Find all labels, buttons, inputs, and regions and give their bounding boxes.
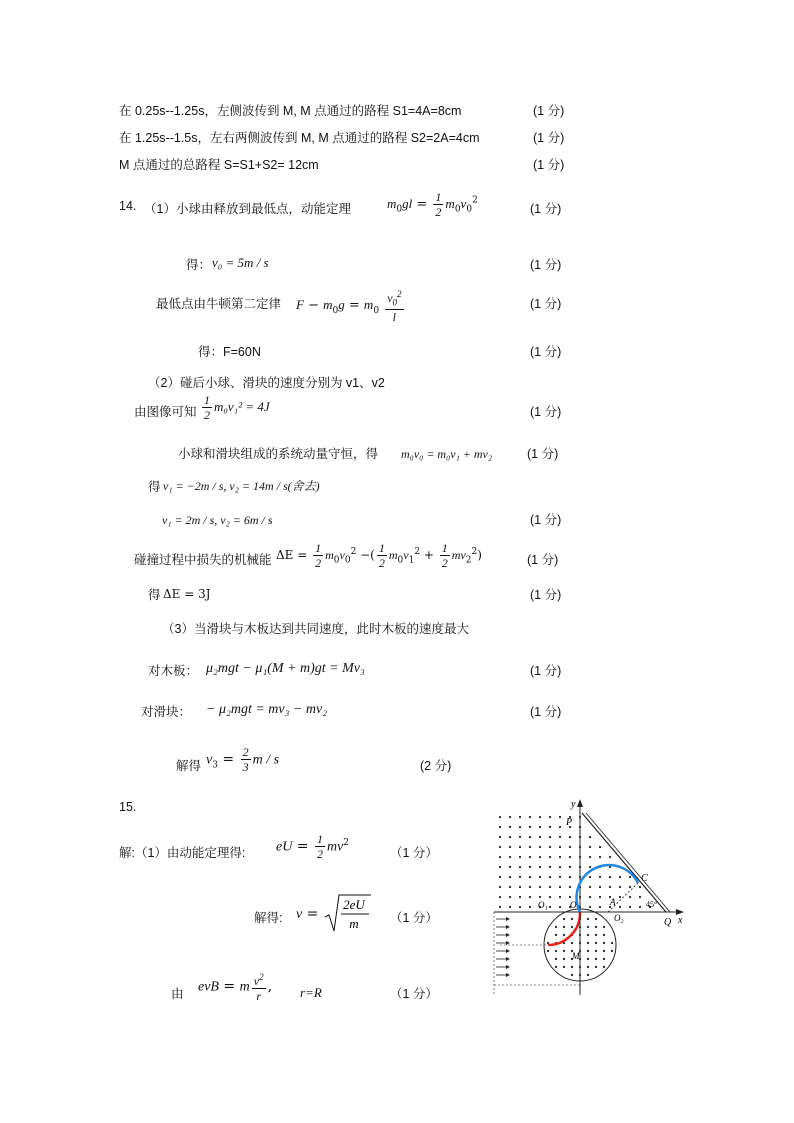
field-dot [549, 816, 551, 818]
field-dot [639, 896, 641, 898]
field-dot [509, 906, 511, 908]
field-dot [599, 896, 601, 898]
field-dot [529, 846, 531, 848]
incoming-arrows [496, 917, 510, 977]
field-dot [519, 876, 521, 878]
field-dot [529, 816, 531, 818]
field-dot [589, 906, 591, 908]
field-dot [599, 886, 601, 888]
q14-p13-formula: μ₂mgt − μ₁(M + m)gt = Mv₃ [206, 661, 365, 676]
field-dot [569, 886, 571, 888]
q14-energy-loss-formula: ΔE = $\frac{1}{2}$ $m_0v_0^2$ −( $\frac{1}{2}$ $m_0v_1^2$ + $\frac{1}{2}$ $mv_2^2$) [276, 541, 482, 570]
label-a: A [610, 897, 616, 907]
field-dot [499, 816, 501, 818]
field-dot [603, 942, 605, 944]
label-y: y [571, 799, 576, 810]
q15-velocity-formula: v = 2eU m [296, 893, 373, 935]
q14-p7-text: 小球和滑块组成的系统动量守恒，得 [178, 447, 379, 461]
label-45deg: 45° [646, 900, 658, 909]
label-o: O [570, 900, 577, 910]
field-dot [589, 896, 591, 898]
q15-p1-text: 解:（1）由动能定理得: [119, 846, 246, 860]
field-dot [539, 816, 541, 818]
q14-p2-score: (1 分) [530, 258, 562, 272]
field-dot [547, 950, 549, 952]
field-dot [595, 966, 597, 968]
field-dot [563, 966, 565, 968]
field-dot [509, 856, 511, 858]
field-dot [549, 886, 551, 888]
q14-p10-score: (1 分) [527, 553, 559, 567]
field-dot [569, 896, 571, 898]
q15-p2-text: 解得: [254, 911, 283, 925]
q14-p15-text: 解得 [176, 759, 202, 773]
q14-p1-text: （1）小球由释放到最低点，动能定理 [144, 202, 351, 216]
text-line-3: M 点通过的总路程 S=S1+S2= 12cm [119, 158, 319, 172]
field-dot [587, 974, 589, 976]
field-dot [569, 836, 571, 838]
q14-p5-text: （2）碰后小球、滑块的速度分别为 v1、v2 [148, 376, 385, 390]
q14-p6-text: 由图像可知 [134, 405, 197, 419]
field-dot [559, 886, 561, 888]
field-dot [571, 918, 573, 920]
q15-lorentz-formula: evB = m $\frac{v^2}{r}$ , [198, 972, 273, 1003]
score-3: (1 分) [533, 158, 565, 172]
field-dot [539, 896, 541, 898]
field-dot [595, 950, 597, 952]
q14-p13-score: (1 分) [530, 664, 562, 678]
field-dot [559, 906, 561, 908]
field-dot [569, 846, 571, 848]
field-dot [587, 942, 589, 944]
field-dot [519, 906, 521, 908]
q14-p13-text: 对木板： [148, 664, 199, 678]
q14-p7-formula: m₀v₀ = m₀v₁ + mv₂ [401, 447, 493, 461]
field-dot [529, 886, 531, 888]
field-dot [499, 886, 501, 888]
field-dot [569, 876, 571, 878]
boundary-line-pq-2 [586, 813, 670, 912]
q14-p14-text: 对滑块： [141, 705, 192, 719]
label-c: C [641, 873, 648, 884]
field-dot [563, 950, 565, 952]
field-dot [509, 896, 511, 898]
field-dot [555, 950, 557, 952]
score-1: (1 分) [533, 104, 565, 118]
field-dot [519, 836, 521, 838]
field-dot [563, 918, 565, 920]
field-dot [619, 906, 621, 908]
field-dot [529, 906, 531, 908]
field-dot [603, 958, 605, 960]
q14-p12-text: （3）当滑块与木板达到共同速度，此时木板的速度最大 [162, 622, 469, 636]
field-dot [599, 906, 601, 908]
magnetic-field-figure [490, 797, 690, 997]
field-dot [603, 926, 605, 928]
field-dot [587, 926, 589, 928]
field-dot [559, 876, 561, 878]
field-dot [559, 836, 561, 838]
field-dot [639, 906, 641, 908]
field-dot [549, 896, 551, 898]
field-dot [603, 934, 605, 936]
field-dot [571, 966, 573, 968]
q14-p4-text: 得：F=60N [198, 345, 261, 359]
label-p: P [566, 817, 573, 828]
field-dot [555, 934, 557, 936]
field-dot [589, 886, 591, 888]
svg-text:m: m [349, 916, 359, 931]
field-dot [549, 846, 551, 848]
field-dot [629, 896, 631, 898]
field-dot [563, 926, 565, 928]
q15-p3-score: （1 分） [390, 987, 438, 1001]
q14-p6-score: (1 分) [530, 405, 562, 419]
field-dot [499, 856, 501, 858]
q14-p11-score: (1 分) [530, 588, 562, 602]
field-dot [519, 846, 521, 848]
field-dot [499, 876, 501, 878]
field-dot [509, 866, 511, 868]
label-o1: O₁ [538, 900, 548, 910]
field-dot [595, 926, 597, 928]
field-dot [509, 886, 511, 888]
score-2: (1 分) [533, 131, 565, 145]
field-dot [529, 896, 531, 898]
field-dot [555, 926, 557, 928]
q14-p7-score: (1 分) [527, 447, 559, 461]
q14-p6-formula-tail: m₀v₁² = 4J [214, 399, 270, 414]
field-dot [539, 876, 541, 878]
field-dot [609, 856, 611, 858]
arrow-head-icon [506, 933, 510, 937]
q15-energy-formula: eU = $\frac{1}{2}$ $mv^2$ [276, 832, 350, 861]
field-dot [499, 866, 501, 868]
label-q: Q [664, 917, 672, 928]
q14-p2-text: 得： [186, 258, 212, 272]
field-dot [587, 934, 589, 936]
field-dot [529, 876, 531, 878]
q14-p9-formula: v₁ = 2m / s, v₂ = 6m / s [162, 513, 273, 527]
sqrt-icon [323, 893, 373, 935]
field-dot [599, 856, 601, 858]
text-line-2: 在 1.25s--1.5s，左右两侧波传到 M, M 点通过的路程 S2=2A=4cm [119, 131, 480, 145]
q15-p1-score: （1 分） [390, 846, 438, 860]
field-dot [539, 886, 541, 888]
arrow-head-icon [506, 941, 510, 945]
field-dot [519, 856, 521, 858]
red-trajectory [548, 912, 580, 945]
field-dot [529, 856, 531, 858]
field-dot [569, 856, 571, 858]
field-dot [619, 886, 621, 888]
field-dot [629, 876, 631, 878]
field-dot [555, 966, 557, 968]
field-dot [603, 966, 605, 968]
field-dot [595, 942, 597, 944]
field-dot [559, 826, 561, 828]
field-dot [589, 836, 591, 838]
field-dot [519, 826, 521, 828]
field-dot [619, 896, 621, 898]
field-dot [609, 886, 611, 888]
field-dot [499, 836, 501, 838]
field-dot [509, 816, 511, 818]
field-dot [629, 886, 631, 888]
field-dot [559, 816, 561, 818]
q14-p9-score: (1 分) [530, 513, 562, 527]
field-dot [519, 866, 521, 868]
field-dot [599, 846, 601, 848]
field-dot [609, 876, 611, 878]
q14-p2-formula: v₀ = 5m / s [212, 255, 269, 270]
field-dot [539, 836, 541, 838]
field-dot [611, 950, 613, 952]
field-dot [539, 866, 541, 868]
field-dot [587, 958, 589, 960]
field-dot [563, 958, 565, 960]
field-dot [595, 918, 597, 920]
q14-p14-formula: − μ₂mgt = mv₃ − mv₂ [206, 702, 328, 717]
field-dot [549, 826, 551, 828]
field-dot [519, 816, 521, 818]
q14-p1-score: (1 分) [530, 202, 562, 216]
field-dot [619, 876, 621, 878]
arrow-head-icon [506, 973, 510, 977]
field-dot [571, 942, 573, 944]
arrow-head-icon [506, 965, 510, 969]
q15-p3-tail: r=R [300, 985, 322, 1000]
field-dot [639, 886, 641, 888]
field-dot [549, 856, 551, 858]
field-dot [589, 876, 591, 878]
field-dot [529, 826, 531, 828]
q14-p8-text: 得 [148, 480, 161, 494]
field-dot [589, 866, 591, 868]
field-dot [539, 826, 541, 828]
field-dot [559, 866, 561, 868]
svg-text:2eU: 2eU [343, 897, 365, 912]
arrow-head-icon [506, 957, 510, 961]
field-dot [611, 942, 613, 944]
blue-trajectory [577, 865, 638, 912]
field-dot [549, 866, 551, 868]
field-dot [603, 950, 605, 952]
q14-p11-text: 得 [148, 588, 161, 602]
text-line-1: 在 0.25s--1.25s，左侧波传到 M, M 点通过的路程 S1=4A=8cm [119, 104, 462, 118]
field-dot [559, 846, 561, 848]
arrow-head-icon [506, 925, 510, 929]
field-dot [629, 906, 631, 908]
field-dot [549, 836, 551, 838]
q14-p10-text: 碰撞过程中损失的机械能 [134, 553, 272, 567]
q14-p4-score: (1 分) [530, 345, 562, 359]
q14-p3-score: (1 分) [530, 297, 562, 311]
field-dot [571, 926, 573, 928]
field-dot [589, 856, 591, 858]
field-dot [499, 906, 501, 908]
field-dot [509, 846, 511, 848]
q14-kinetic-energy-formula: $m_0gl$ = $\frac{1}{2}$ $m_0v_0^2$ [387, 190, 478, 219]
label-o2: O₂ [614, 913, 624, 923]
field-dot [539, 856, 541, 858]
q14-p14-score: (1 分) [530, 705, 562, 719]
field-dot [599, 876, 601, 878]
q15-p3-text: 由 [171, 987, 184, 1001]
field-dot [499, 826, 501, 828]
q14-v3-formula: $v_3$ = $\frac{2}{3}$ m / s [206, 745, 280, 774]
field-dot [499, 846, 501, 848]
label-x: x [678, 915, 683, 926]
field-dot [589, 846, 591, 848]
q14-p3-text: 最低点由牛顿第二定律 [156, 297, 282, 311]
field-dot [509, 876, 511, 878]
field-dot [559, 856, 561, 858]
field-dot [539, 846, 541, 848]
field-dot [563, 934, 565, 936]
q14-p11-formula: ΔE = 3J [163, 587, 211, 601]
arrow-head-icon [506, 917, 510, 921]
label-m: M [572, 951, 580, 961]
field-dot [587, 966, 589, 968]
field-dot [555, 958, 557, 960]
q14-p15-score: (2 分) [420, 759, 452, 773]
field-dot [595, 958, 597, 960]
arrow-head-icon [506, 949, 510, 953]
q14-number: 14. [119, 199, 137, 213]
field-dot [529, 836, 531, 838]
field-dot [549, 906, 551, 908]
field-dot [509, 826, 511, 828]
field-dot [529, 866, 531, 868]
q14-p8-formula: v₁ = −2m / s, v₂ = 14m / s(舍去) [163, 479, 320, 493]
field-dot [571, 974, 573, 976]
field-dot [549, 876, 551, 878]
field-dot [587, 950, 589, 952]
field-dot [569, 866, 571, 868]
field-dot [595, 934, 597, 936]
q14-newton-formula: $F - m_0g = m_0$ $\frac{v_0^2}{l}$ [296, 289, 402, 325]
y-axis-arrow-icon [577, 799, 583, 807]
field-dot [509, 836, 511, 838]
field-dot [587, 918, 589, 920]
field-dot [519, 886, 521, 888]
boundary-line-pq [582, 813, 666, 912]
field-dot [519, 896, 521, 898]
q15-p2-score: （1 分） [390, 911, 438, 925]
field-dot [499, 896, 501, 898]
field-dot [559, 896, 561, 898]
q15-number: 15. [119, 800, 137, 814]
q14-p6-formula: $\frac{1}{2}$ m₀v₁² = 4J [204, 393, 270, 422]
